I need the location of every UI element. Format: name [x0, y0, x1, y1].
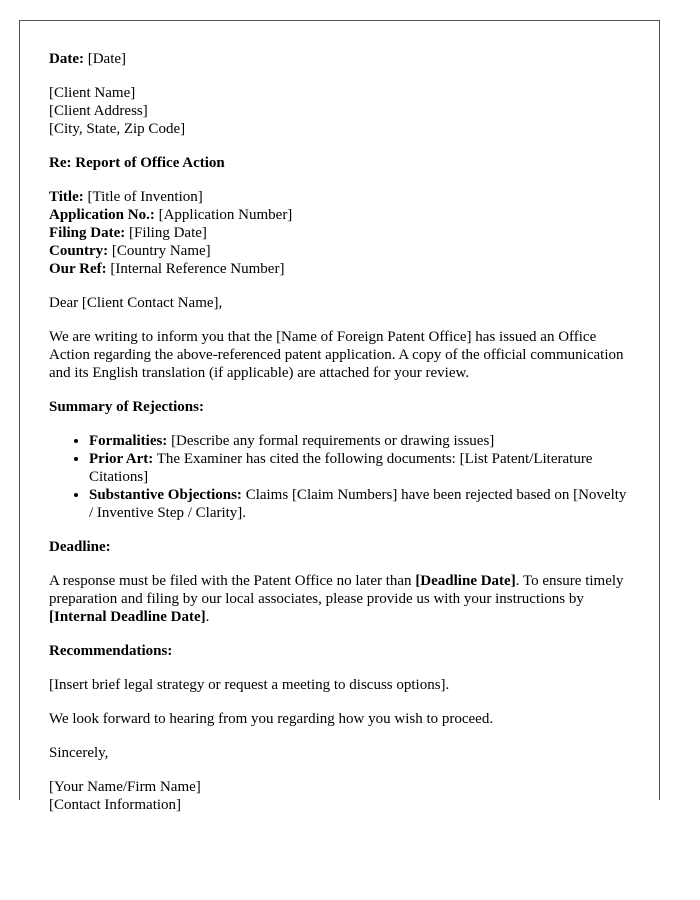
rejection-text: [Describe any formal requirements or drawing issues]: [171, 433, 495, 449]
letter-body: [20, 21, 659, 814]
rejection-label: Substantive Objections:: [89, 487, 242, 503]
deadline-text-3: .: [205, 609, 210, 625]
client-address: [Client Address]: [49, 103, 148, 119]
detail-label: Application No.:: [49, 207, 155, 223]
deadline-paragraph: [49, 572, 631, 626]
detail-label: Filing Date:: [49, 225, 126, 241]
date-value: [Date]: [87, 51, 127, 67]
salutation: Dear [Client Contact Name],: [49, 295, 223, 311]
recommendations-heading: [49, 642, 631, 660]
deadline-date: [Deadline Date]: [415, 573, 516, 589]
deadline-text-1: A response must be filed with the Patent Office no later than: [49, 573, 416, 589]
rejection-label: Prior Art:: [89, 451, 154, 467]
deadline-heading: [49, 538, 631, 556]
list-item: [89, 432, 631, 450]
rejection-text: The Examiner has cited the following documents: [List Patent/Literature Citations]: [89, 451, 593, 485]
subject-text: Re: Report of Office Action: [49, 155, 225, 171]
deadline-heading-text: Deadline:: [49, 539, 111, 555]
detail-value: [Internal Reference Number]: [110, 261, 285, 277]
recipient-address: [49, 84, 631, 138]
rejection-text: Claims [Claim Numbers] have been rejected based on [Novelty / Inventive Step / Clarity].: [89, 487, 627, 521]
detail-value: [Filing Date]: [129, 225, 207, 241]
detail-our-ref: [49, 260, 631, 278]
client-name: [Client Name]: [49, 85, 136, 101]
detail-application-number: [49, 206, 631, 224]
date-label: Date:: [49, 51, 84, 67]
detail-label: Our Ref:: [49, 261, 107, 277]
detail-country: [49, 242, 631, 260]
closing-paragraph: We look forward to hearing from you regarding how you wish to proceed.: [49, 711, 494, 727]
letter-page: [19, 20, 660, 813]
signature-block: [49, 778, 631, 814]
detail-value: [Application Number]: [158, 207, 293, 223]
recommendations-text: [Insert brief legal strategy or request a meeting to discuss options].: [49, 677, 450, 693]
signature-contact: [Contact Information]: [49, 797, 182, 813]
detail-label: Country:: [49, 243, 109, 259]
list-item: [89, 486, 631, 522]
detail-value: [Country Name]: [111, 243, 211, 259]
closing: Sincerely,: [49, 745, 109, 761]
list-item: [89, 450, 631, 486]
rejections-list: [49, 432, 631, 522]
application-details: [49, 188, 631, 278]
signature-name: [Your Name/Firm Name]: [49, 779, 201, 795]
subject-line: [49, 154, 631, 172]
detail-filing-date: [49, 224, 631, 242]
intro-paragraph: We are writing to inform you that the [Name of Foreign Patent Office] has issued an Office Action regarding the above-referenced patent application. A copy of the official communication and its English translation (if applicable) are attached for your review.: [49, 329, 624, 381]
recommendations-heading-text: Recommendations:: [49, 643, 173, 659]
rejections-heading: [49, 398, 631, 416]
rejection-label: Formalities:: [89, 433, 168, 449]
detail-value: [Title of Invention]: [87, 189, 203, 205]
detail-label: Title:: [49, 189, 84, 205]
internal-deadline-date: [Internal Deadline Date]: [49, 609, 206, 625]
client-city: [City, State, Zip Code]: [49, 121, 186, 137]
date-line: [49, 50, 631, 68]
detail-title: [49, 188, 631, 206]
deadline-text-2: . To ensure timely preparation and filing by our local associates, please provide us with your instructions by: [49, 573, 624, 607]
rejections-heading-text: Summary of Rejections:: [49, 399, 204, 415]
